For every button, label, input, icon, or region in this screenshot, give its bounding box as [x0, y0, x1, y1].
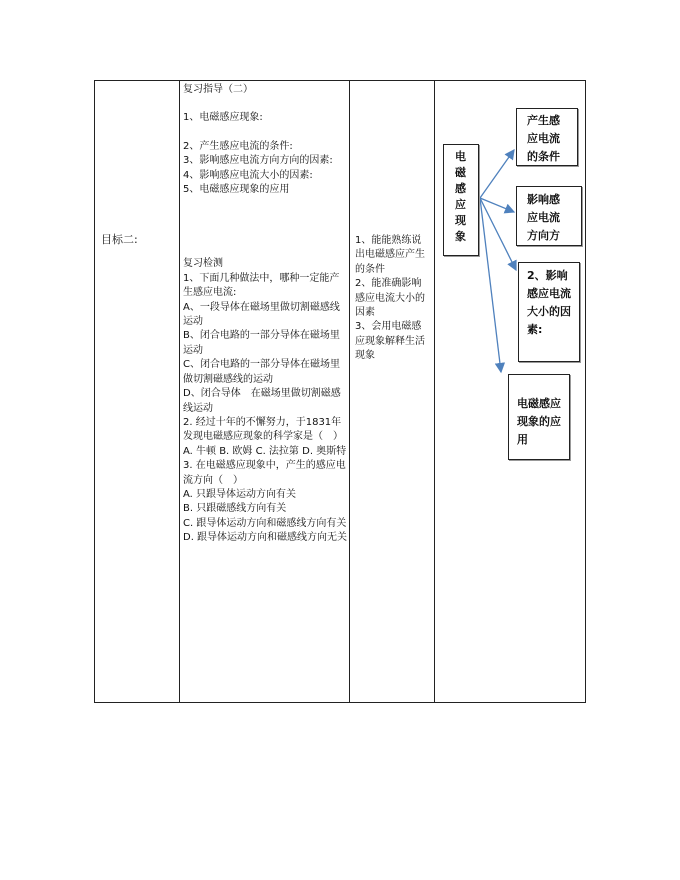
arrow-to-branch-4 — [480, 198, 501, 372]
review-item: 4、影响感应电流大小的因素: — [183, 169, 313, 181]
q1-option-c: C、闭合电路的一部分导体在磁场里做切割磁感线的运动 — [183, 359, 340, 385]
review-item: 2、产生感应电流的条件: — [183, 140, 293, 152]
goal-item: 2、能准确影响感应电流大小的因素 — [355, 278, 425, 319]
diagram-branch-1: 产生感应电流的条件 — [516, 108, 578, 166]
check-title: 复习检测 — [183, 258, 223, 270]
q3-option-c: C. 跟导体运动方向和磁感线方向有关 — [183, 517, 347, 529]
q1-option-a: A、一段导体在磁场里做切割磁感线运动 — [183, 301, 340, 328]
q1-option-b: B、闭合电路的一部分导体在磁场里运动 — [183, 330, 340, 356]
row-label: 目标二: — [101, 233, 138, 246]
diagram-branch-4: 电磁感应现象的应用 — [508, 374, 570, 460]
review-item: 5、电磁感应现象的应用 — [183, 184, 290, 196]
q3-option-b: B. 只跟磁感线方向有关 — [183, 503, 287, 515]
diagram-center: 电磁感应现象 — [443, 144, 479, 256]
review-title: 复习指导（二） — [183, 84, 253, 95]
q3-option-a: A. 只跟导体运动方向有关 — [183, 488, 297, 500]
question-2: 2. 经过十年的不懈努力，于1831年发现电磁感应现象的科学家是（ ） — [183, 416, 343, 443]
review-item: 1、电磁感应现象: — [183, 112, 263, 124]
q2-options: A. 牛顿 B. 欧姆 C. 法拉第 D. 奥斯特 — [183, 445, 347, 457]
arrow-to-branch-2 — [480, 198, 514, 212]
diagram-branch-3: 2、影响感应电流大小的因素: — [518, 262, 580, 362]
goal-item: 1、能能熟练说出电磁感应产生的条件 — [355, 235, 425, 275]
question-3: 3. 在电磁感应现象中，产生的感应电流方向（ ） — [183, 460, 346, 486]
q1-option-d: D、闭合导体 在磁场里做切割磁感线运动 — [183, 388, 341, 414]
goal-item: 3、会用电磁感应现象解释生活现象 — [355, 321, 425, 362]
review-item: 3、影响感应电流方向方向的因素: — [183, 155, 333, 167]
arrow-to-branch-1 — [480, 150, 514, 198]
diagram-branch-2: 影响感应电流方向方 — [516, 186, 582, 246]
arrow-to-branch-3 — [480, 198, 516, 270]
q3-option-d: D. 跟导体运动方向和磁感线方向无关 — [183, 532, 348, 544]
question-1: 1、下面几种做法中，哪种一定能产生感应电流: — [183, 272, 340, 299]
